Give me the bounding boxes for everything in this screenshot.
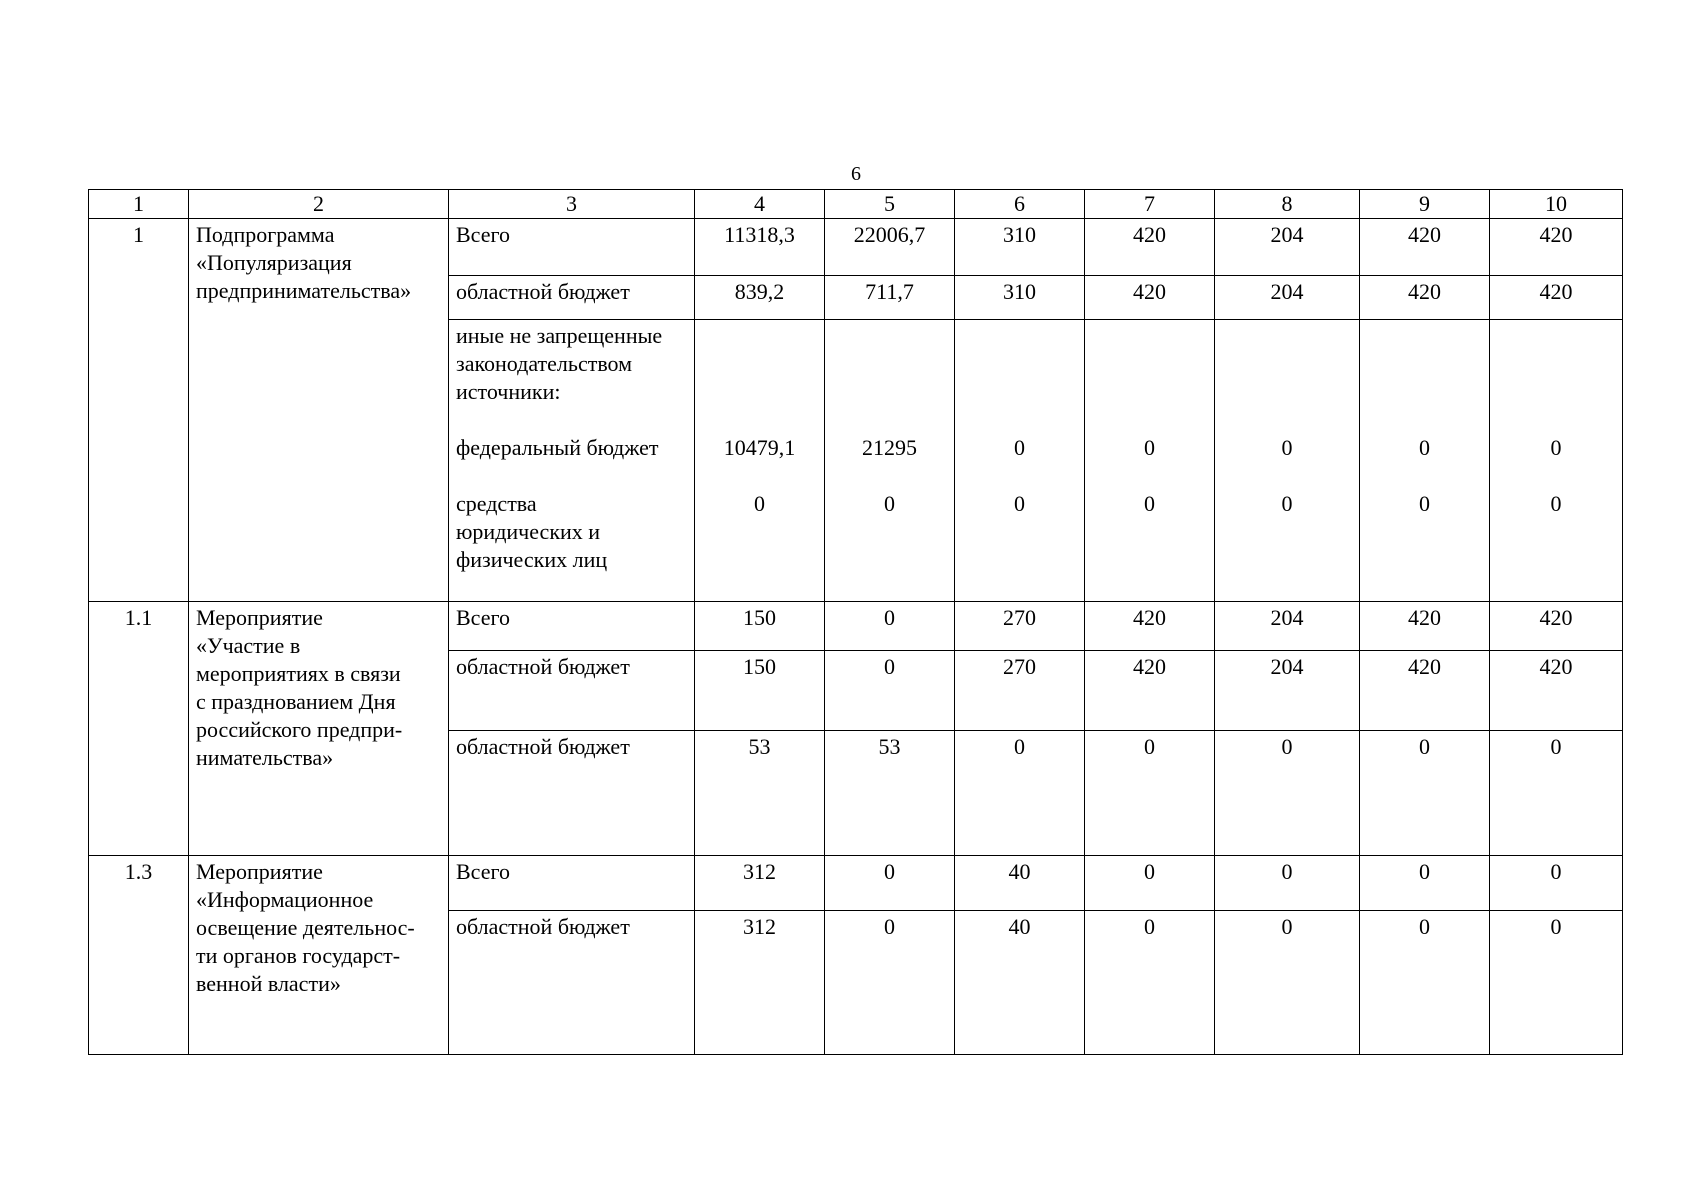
program-name-line: ти органов государст- [196, 943, 401, 968]
source-sub-line: федеральный бюджет [456, 435, 659, 460]
value-cell: 0 [1085, 911, 1215, 1055]
program-name-line: Мероприятие [196, 605, 323, 630]
value-cell: 11318,3 [695, 219, 825, 276]
program-name [189, 219, 449, 602]
program-name-line: российского предпри- [196, 717, 403, 742]
value-cell: 420 [1360, 276, 1490, 320]
column-header: 8 [1215, 190, 1360, 219]
value-cell: 0 0 [1360, 320, 1490, 602]
program-name-line: венной власти» [196, 971, 341, 996]
column-header: 4 [695, 190, 825, 219]
value-cell: 270 [955, 651, 1085, 731]
program-name-line: Мероприятие [196, 859, 323, 884]
program-name-line: «Популяризация [196, 250, 352, 275]
funding-source [449, 320, 695, 602]
program-name-line: освещение деятельнос- [196, 915, 415, 940]
budget-table [88, 189, 1623, 1055]
value-cell: 0 [1490, 856, 1623, 911]
value-cell: 0 [1085, 856, 1215, 911]
value-cell: 150 [695, 602, 825, 651]
source-sub-line: юридических и [456, 519, 601, 544]
value-cell: 40 [955, 911, 1085, 1055]
program-name-line: «Информационное [196, 887, 374, 912]
program-name-line: мероприятиях в связи [196, 661, 401, 686]
value-cell: 420 [1085, 276, 1215, 320]
value-cell: 420 [1490, 276, 1623, 320]
column-header: 9 [1360, 190, 1490, 219]
column-header: 2 [189, 190, 449, 219]
value-cell: 204 [1215, 602, 1360, 651]
value-cell: 0 [1490, 731, 1623, 856]
value-cell: 0 0 [955, 320, 1085, 602]
funding-source: Всего [449, 219, 695, 276]
value-cell: 0 [1360, 911, 1490, 1055]
value-cell: 0 0 [1215, 320, 1360, 602]
page-number: 6 [851, 163, 861, 185]
funding-source: областной бюджет [449, 911, 695, 1055]
value-cell: 0 [1215, 856, 1360, 911]
value-cell: 204 [1215, 219, 1360, 276]
program-name-line: Подпрограмма [196, 222, 335, 247]
column-header: 10 [1490, 190, 1623, 219]
row-number: 1.1 [89, 602, 189, 856]
value-cell: 711,7 [825, 276, 955, 320]
value-cell: 0 [825, 602, 955, 651]
column-header: 1 [89, 190, 189, 219]
value-cell: 420 [1490, 602, 1623, 651]
value-cell: 0 [825, 856, 955, 911]
value-cell: 0 [1360, 856, 1490, 911]
value-cell: 0 [1085, 731, 1215, 856]
value-cell: 839,2 [695, 276, 825, 320]
value-cell: 420 [1360, 651, 1490, 731]
value-cell: 0 0 [1490, 320, 1623, 602]
program-name-line: нимательства» [196, 745, 334, 770]
value-cell: 10479,1 0 [695, 320, 825, 602]
funding-source: Всего [449, 856, 695, 911]
value-cell: 0 [1360, 731, 1490, 856]
column-header: 3 [449, 190, 695, 219]
value-cell: 420 [1085, 602, 1215, 651]
program-name-line: «Участие в [196, 633, 301, 658]
source-sub-line: средства [456, 491, 537, 516]
value-cell: 0 [825, 911, 955, 1055]
value-cell: 204 [1215, 276, 1360, 320]
value-cell: 312 [695, 911, 825, 1055]
value-cell: 0 [1215, 731, 1360, 856]
program-name [189, 856, 449, 1055]
source-note-line: иные не запрещенные [456, 323, 663, 348]
source-note-line: законодательством [456, 351, 633, 376]
value-cell: 40 [955, 856, 1085, 911]
value-cell: 420 [1085, 651, 1215, 731]
value-cell: 270 [955, 602, 1085, 651]
value-cell: 420 [1490, 219, 1623, 276]
table-row [89, 856, 1623, 911]
value-cell: 420 [1360, 602, 1490, 651]
source-note-line: источники: [456, 379, 561, 404]
value-cell: 0 [1490, 911, 1623, 1055]
value-cell: 0 [825, 651, 955, 731]
value-cell: 420 [1085, 219, 1215, 276]
program-name-line: предпринимательства» [196, 278, 412, 303]
value-cell: 150 [695, 651, 825, 731]
table-row [89, 602, 1623, 651]
program-name-line: с празднованием Дня [196, 689, 396, 714]
value-cell: 420 [1490, 651, 1623, 731]
value-cell: 21295 0 [825, 320, 955, 602]
value-cell: 53 [825, 731, 955, 856]
source-sub-line: физических лиц [456, 547, 608, 572]
column-header: 6 [955, 190, 1085, 219]
table-row [89, 219, 1623, 276]
value-cell: 22006,7 [825, 219, 955, 276]
program-name [189, 602, 449, 856]
header-row [89, 190, 1623, 219]
value-cell: 0 0 [1085, 320, 1215, 602]
column-header: 5 [825, 190, 955, 219]
row-number: 1.3 [89, 856, 189, 1055]
value-cell: 310 [955, 219, 1085, 276]
value-cell: 310 [955, 276, 1085, 320]
funding-source: областной бюджет [449, 731, 695, 856]
column-header: 7 [1085, 190, 1215, 219]
row-number: 1 [89, 219, 189, 602]
value-cell: 53 [695, 731, 825, 856]
value-cell: 0 [1215, 911, 1360, 1055]
funding-source: областной бюджет [449, 651, 695, 731]
value-cell: 0 [955, 731, 1085, 856]
value-cell: 420 [1360, 219, 1490, 276]
funding-source: областной бюджет [449, 276, 695, 320]
value-cell: 204 [1215, 651, 1360, 731]
funding-source: Всего [449, 602, 695, 651]
value-cell: 312 [695, 856, 825, 911]
